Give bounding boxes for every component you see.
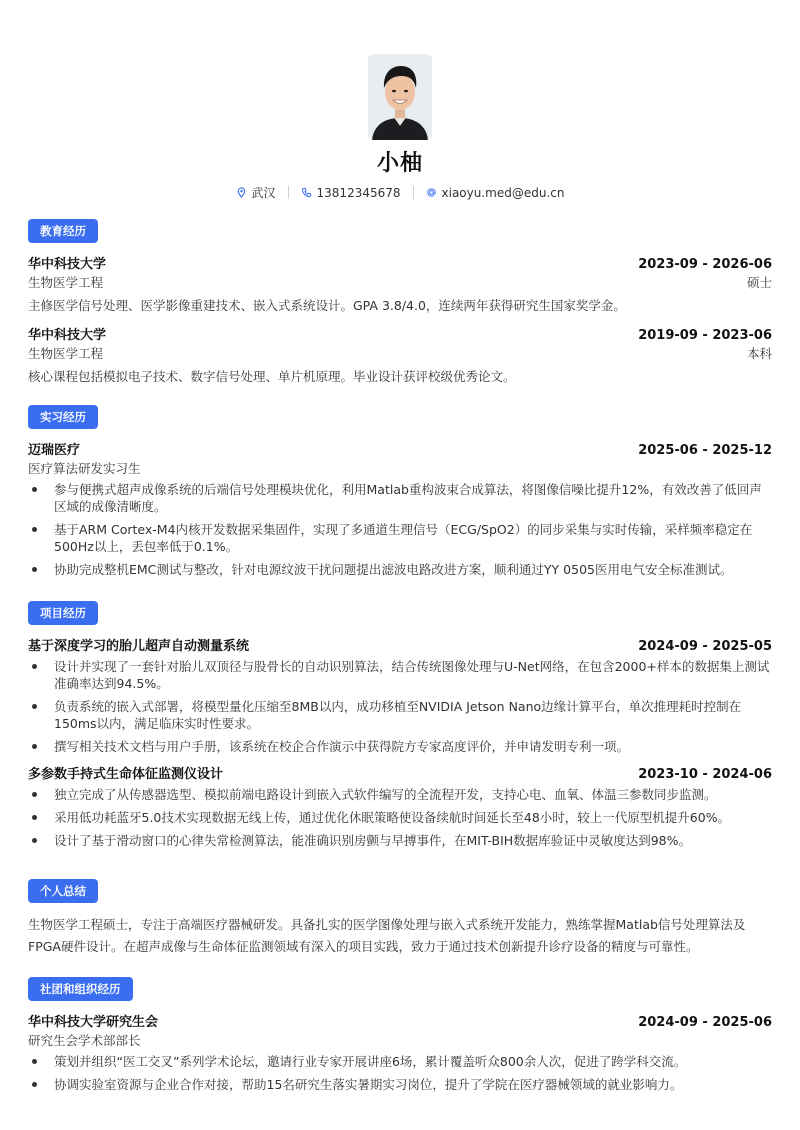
role-title: 研究生会学术部部长 <box>28 1033 141 1048</box>
list-item: 撰写相关技术文档与用户手册，该系统在校企合作演示中获得院方专家高度评价，并申请发明专利一项。 <box>28 738 772 755</box>
list-item: 策划并组织“医工交叉”系列学术论坛，邀请行业专家开展讲座6场，累计覆盖听众800余人次，促进了跨学科交流。 <box>28 1053 772 1070</box>
major: 生物医学工程 <box>28 275 104 290</box>
entry-date: 2023-09 - 2026-06 <box>638 257 772 272</box>
at-sign-icon <box>426 187 437 198</box>
divider <box>413 186 414 199</box>
education-entry <box>28 253 772 316</box>
company-name: 迈瑞医疗 <box>28 443 81 458</box>
degree: 本科 <box>746 346 772 361</box>
project-entry <box>28 763 772 849</box>
section-title-organization: 社团和组织经历 <box>28 977 133 1001</box>
entry-date: 2025-06 - 2025-12 <box>638 443 772 458</box>
education-description: 核心课程包括模拟电子技术、数字信号处理、单片机原理。毕业设计获评校级优秀论文。 <box>28 369 516 384</box>
internship-entry <box>28 439 772 578</box>
section-education <box>28 219 772 387</box>
project-bullets <box>28 658 772 755</box>
list-item: 独立完成了从传感器选型、模拟前端电路设计到嵌入式软件编写的全流程开发，支持心电、血氧、体温三参数同步监测。 <box>28 786 772 803</box>
section-title-education: 教育经历 <box>28 219 98 243</box>
project-entry <box>28 635 772 755</box>
entry-date: 2023-10 - 2024-06 <box>638 767 772 782</box>
section-title-projects: 项目经历 <box>28 601 98 625</box>
email-text: xiaoyu.med@edu.cn <box>441 185 565 200</box>
section-projects <box>28 601 772 855</box>
profile-photo <box>368 54 432 140</box>
organization-name: 华中科技大学研究生会 <box>28 1015 159 1030</box>
project-name: 多参数手持式生命体征监测仪设计 <box>28 767 224 782</box>
contact-location <box>236 184 276 201</box>
education-entry <box>28 324 772 387</box>
organization-bullets <box>28 1053 772 1093</box>
section-title-summary: 个人总结 <box>28 879 98 903</box>
entry-date: 2024-09 - 2025-05 <box>638 639 772 654</box>
internship-bullets <box>28 481 772 578</box>
entry-date: 2024-09 - 2025-06 <box>638 1015 772 1030</box>
project-name: 基于深度学习的胎儿超声自动测量系统 <box>28 639 250 654</box>
divider <box>288 186 289 199</box>
list-item: 协调实验室资源与企业合作对接，帮助15名研究生落实暑期实习岗位，提升了学院在医疗器械领域的就业影响力。 <box>28 1076 772 1093</box>
project-bullets <box>28 786 772 849</box>
contact-email[interactable] <box>426 186 565 200</box>
role-title: 医疗算法研发实习生 <box>28 461 141 476</box>
education-description: 主修医学信号处理、医学影像重建技术、嵌入式系统设计。GPA 3.8/4.0，连续两年获得研究生国家奖学金。 <box>28 298 626 313</box>
phone-icon <box>301 187 312 198</box>
entry-date: 2019-09 - 2023-06 <box>638 328 772 343</box>
contact-phone[interactable] <box>301 186 401 200</box>
major: 生物医学工程 <box>28 346 104 361</box>
list-item: 设计了基于滑动窗口的心律失常检测算法，能准确识别房颤与早搏事件，在MIT-BIH数据库验证中灵敏度达到98%。 <box>28 832 772 849</box>
list-item: 设计并实现了一套针对胎儿双顶径与股骨长的自动识别算法，结合传统图像处理与U-Net网络，在包含2000+样本的数据集上测试准确率达到94.5%。 <box>28 658 772 692</box>
section-summary <box>28 879 772 958</box>
school-name: 华中科技大学 <box>28 328 107 343</box>
section-organization <box>28 977 772 1099</box>
list-item: 基于ARM Cortex-M4内核开发数据采集固件，实现了多通道生理信号（ECG/SpO2）的同步采集与实时传输，采样频率稳定在500Hz以上，丢包率低于0.1%。 <box>28 521 772 555</box>
phone-text: 13812345678 <box>316 185 401 200</box>
location-pin-icon <box>236 187 247 198</box>
summary-text: 生物医学工程硕士，专注于高端医疗器械研发。具备扎实的医学图像处理与嵌入式系统开发能力，熟练掌握Matlab信号处理算法及FPGA硬件设计。在超声成像与生命体征监测领域有深入的项目实践，致力于通过技术创新提升诊疗设备的精度与可靠性。 <box>28 917 746 954</box>
list-item: 采用低功耗蓝牙5.0技术实现数据无线上传，通过优化休眠策略使设备续航时间延长至48小时，较上一代原型机提升60%。 <box>28 809 772 826</box>
contact-bar <box>0 184 800 201</box>
section-internship <box>28 405 772 584</box>
list-item: 负责系统的嵌入式部署，将模型量化压缩至8MB以内，成功移植至NVIDIA Jetson Nano边缘计算平台，单次推理耗时控制在150ms以内，满足临床实时性要求。 <box>28 698 772 732</box>
organization-entry <box>28 1011 772 1093</box>
location-text: 武汉 <box>251 186 276 200</box>
candidate-name: 小柚 <box>376 151 423 176</box>
list-item: 参与便携式超声成像系统的后端信号处理模块优化，利用Matlab重构波束合成算法，将图像信噪比提升12%，有效改善了低回声区域的成像清晰度。 <box>28 481 772 515</box>
list-item: 协助完成整机EMC测试与整改，针对电源纹波干扰问题提出滤波电路改进方案，顺利通过YY 0505医用电气安全标准测试。 <box>28 561 772 578</box>
section-title-internship: 实习经历 <box>28 405 98 429</box>
degree: 硕士 <box>746 275 772 290</box>
school-name: 华中科技大学 <box>28 257 107 272</box>
